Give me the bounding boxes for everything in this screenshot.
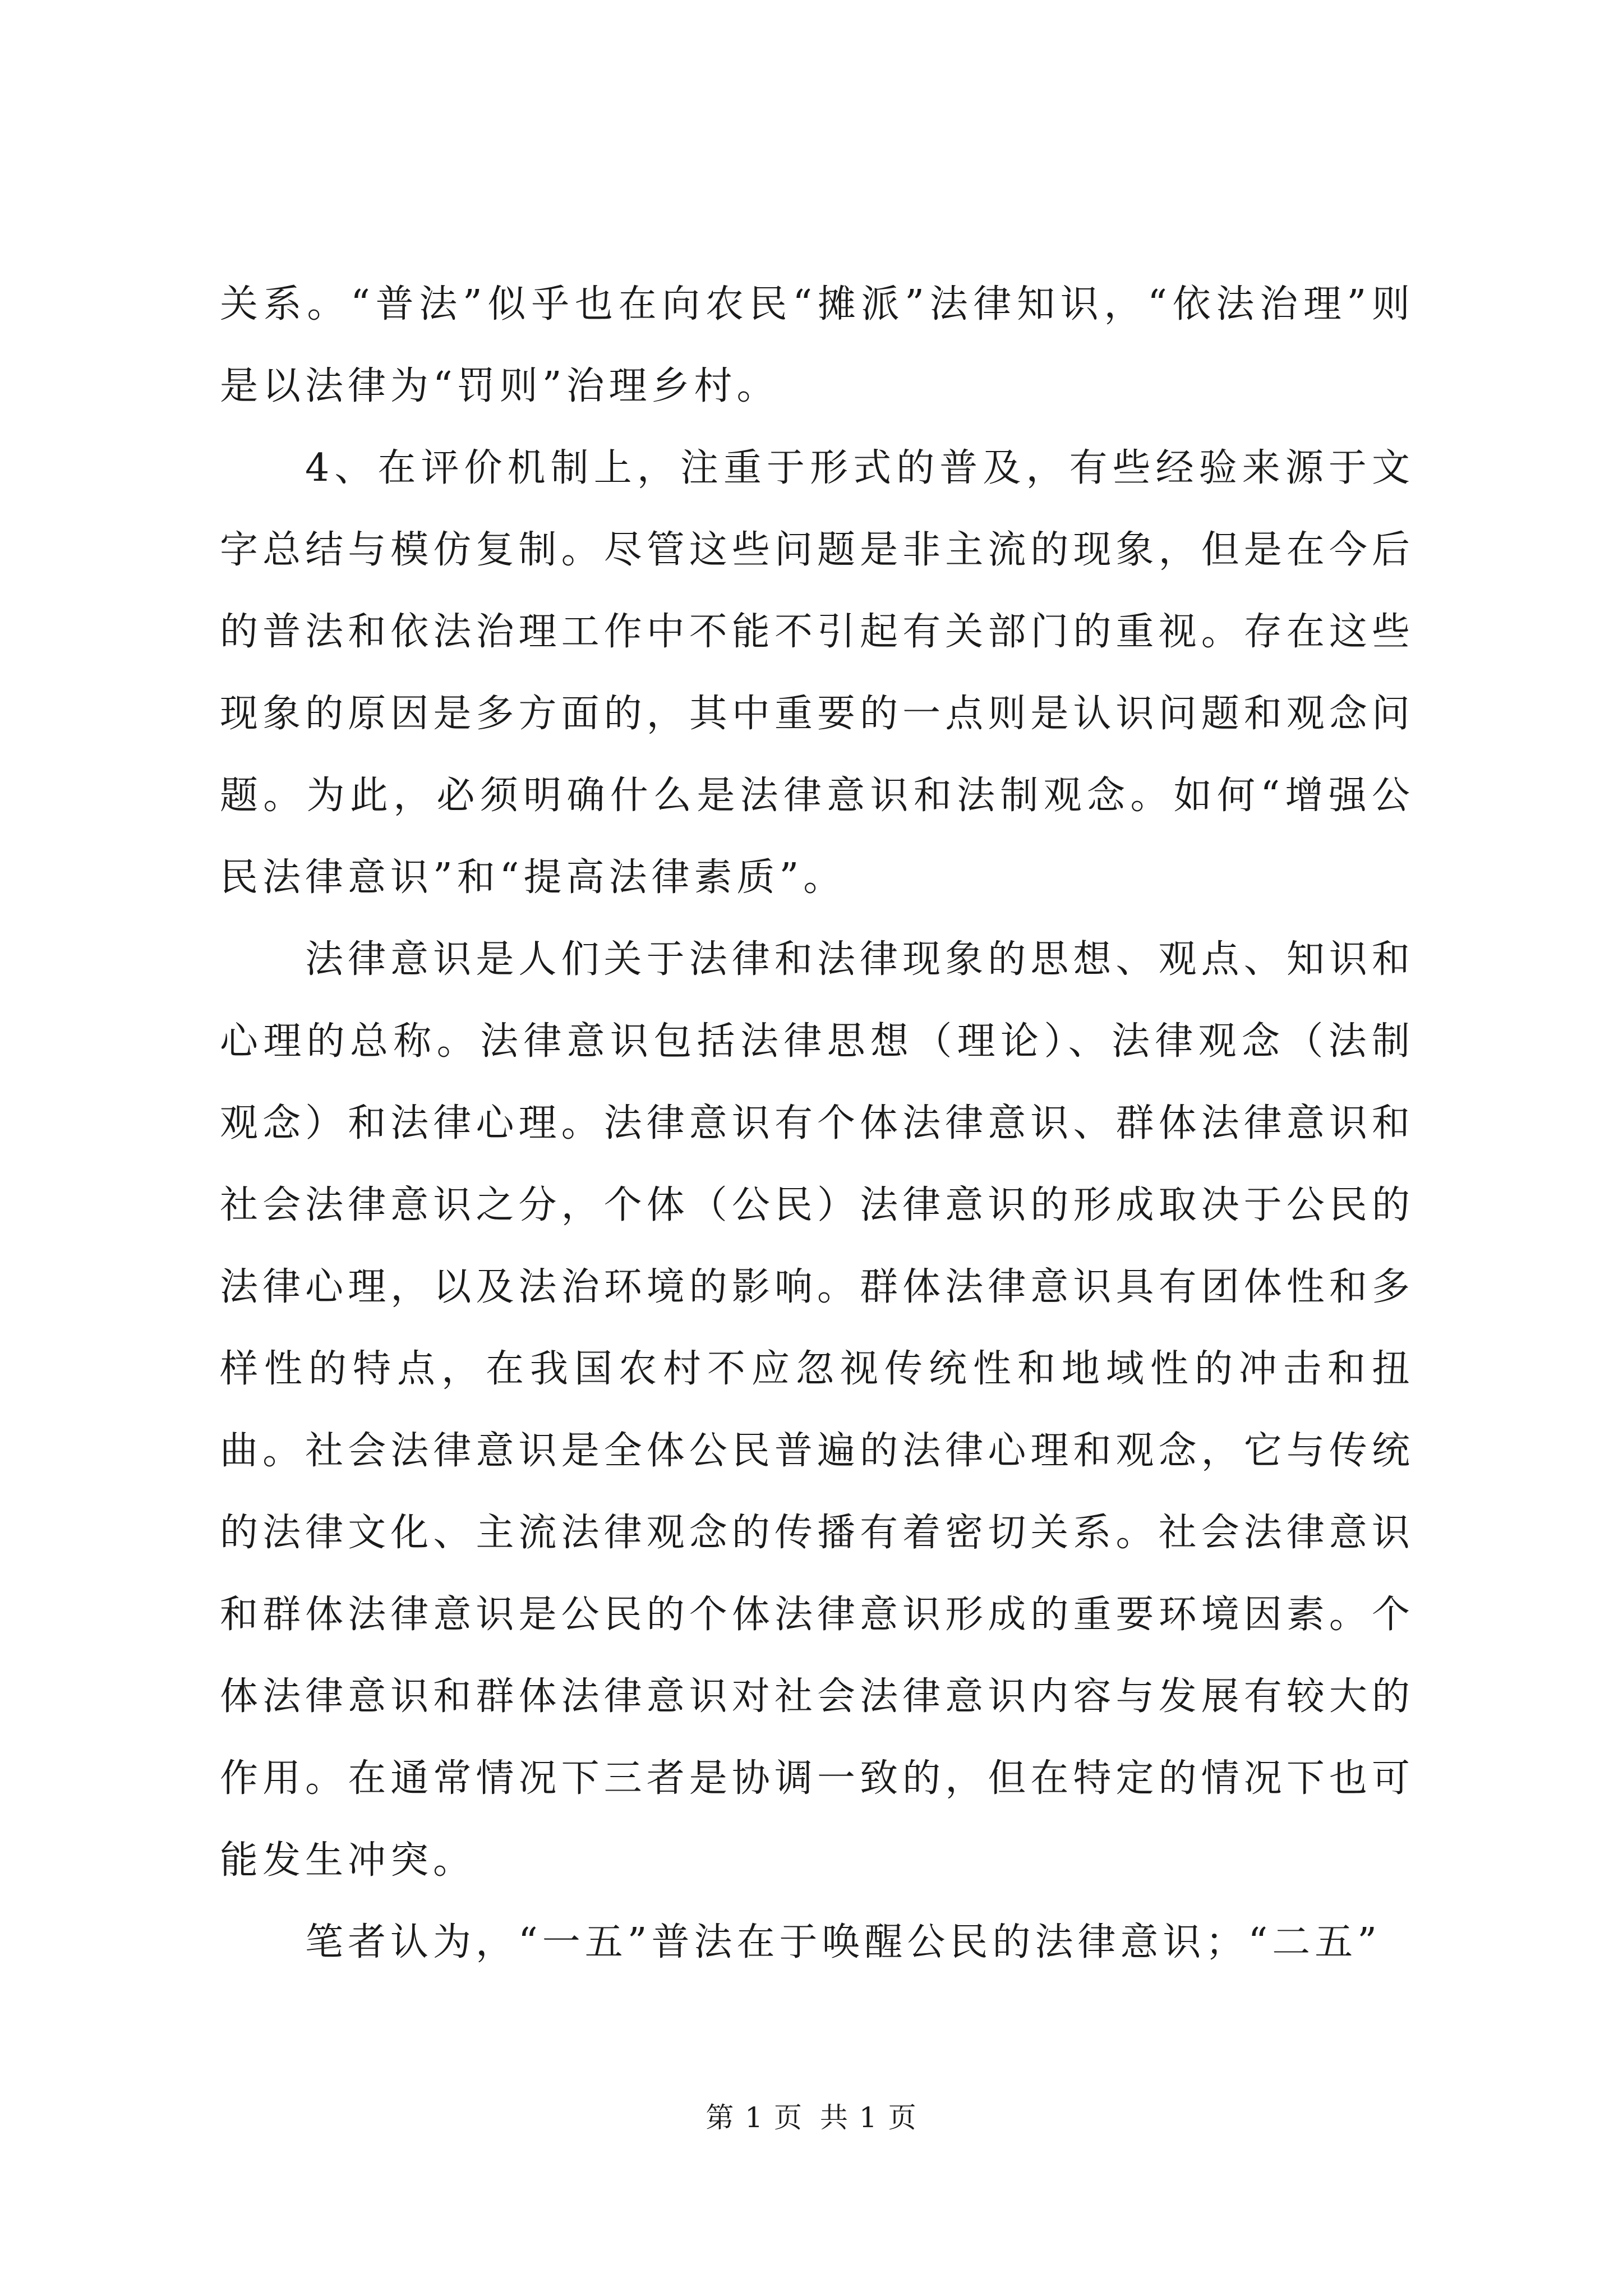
paragraph-4: 笔者认为，“一五”普法在于唤醒公民的法律意识；“二五” — [305, 1920, 1382, 1964]
page-number-label: 第 1 页 — [706, 2101, 803, 2134]
page-total-label: 共 1 页 — [820, 2101, 917, 2134]
paragraph-3: 法律意识是人们关于法律和法律现象的思想、观点、知识和心理的总称。法律意识包括法律思想（理论）、法律观念（法制观念）和法律心理。法律意识有个体法律意识、群体法律意识和社会法律意识之分，个体（公民）法律意识的形成取决于公民的法律心理，以及法治环境的影响。群体法律意识具有团体性和多样性的特点，在我国农村不应忽视传统性和地域性的冲击和扭曲。社会法律意识是全体公民普遍的法律心理和观念，它与传统的法律文化、主流法律观念的传播有着密切关系。社会法律意识和群体法律意识是公民的个体法律意识形成的重要环境因素。个体法律意识和群体法律意识对社会法律意识内容与发展有较大的作用。在通常情况下三者是协调一致的，但在特定的情况下也可能发生冲突。 — [220, 937, 1414, 1883]
paragraph-1: 关系。“普法”似乎也在向农民“摊派”法律知识，“依法治理”则是以法律为“罚则”治理乡村。 — [220, 282, 1414, 408]
paragraph-2: 4、在评价机制上，注重于形式的普及，有些经验来源于文字总结与模仿复制。尽管这些问题是非主流的现象，但是在今后的普法和依法治理工作中不能不引起有关部门的重视。存在这些现象的原因是多方面的，其中重要的一点则是认识问题和观念问题。为此，必须明确什么是法律意识和法制观念。如何“增强公民法律意识”和“提高法律素质”。 — [220, 446, 1414, 900]
document-body — [220, 264, 1414, 1984]
page-footer — [0, 2098, 1623, 2137]
